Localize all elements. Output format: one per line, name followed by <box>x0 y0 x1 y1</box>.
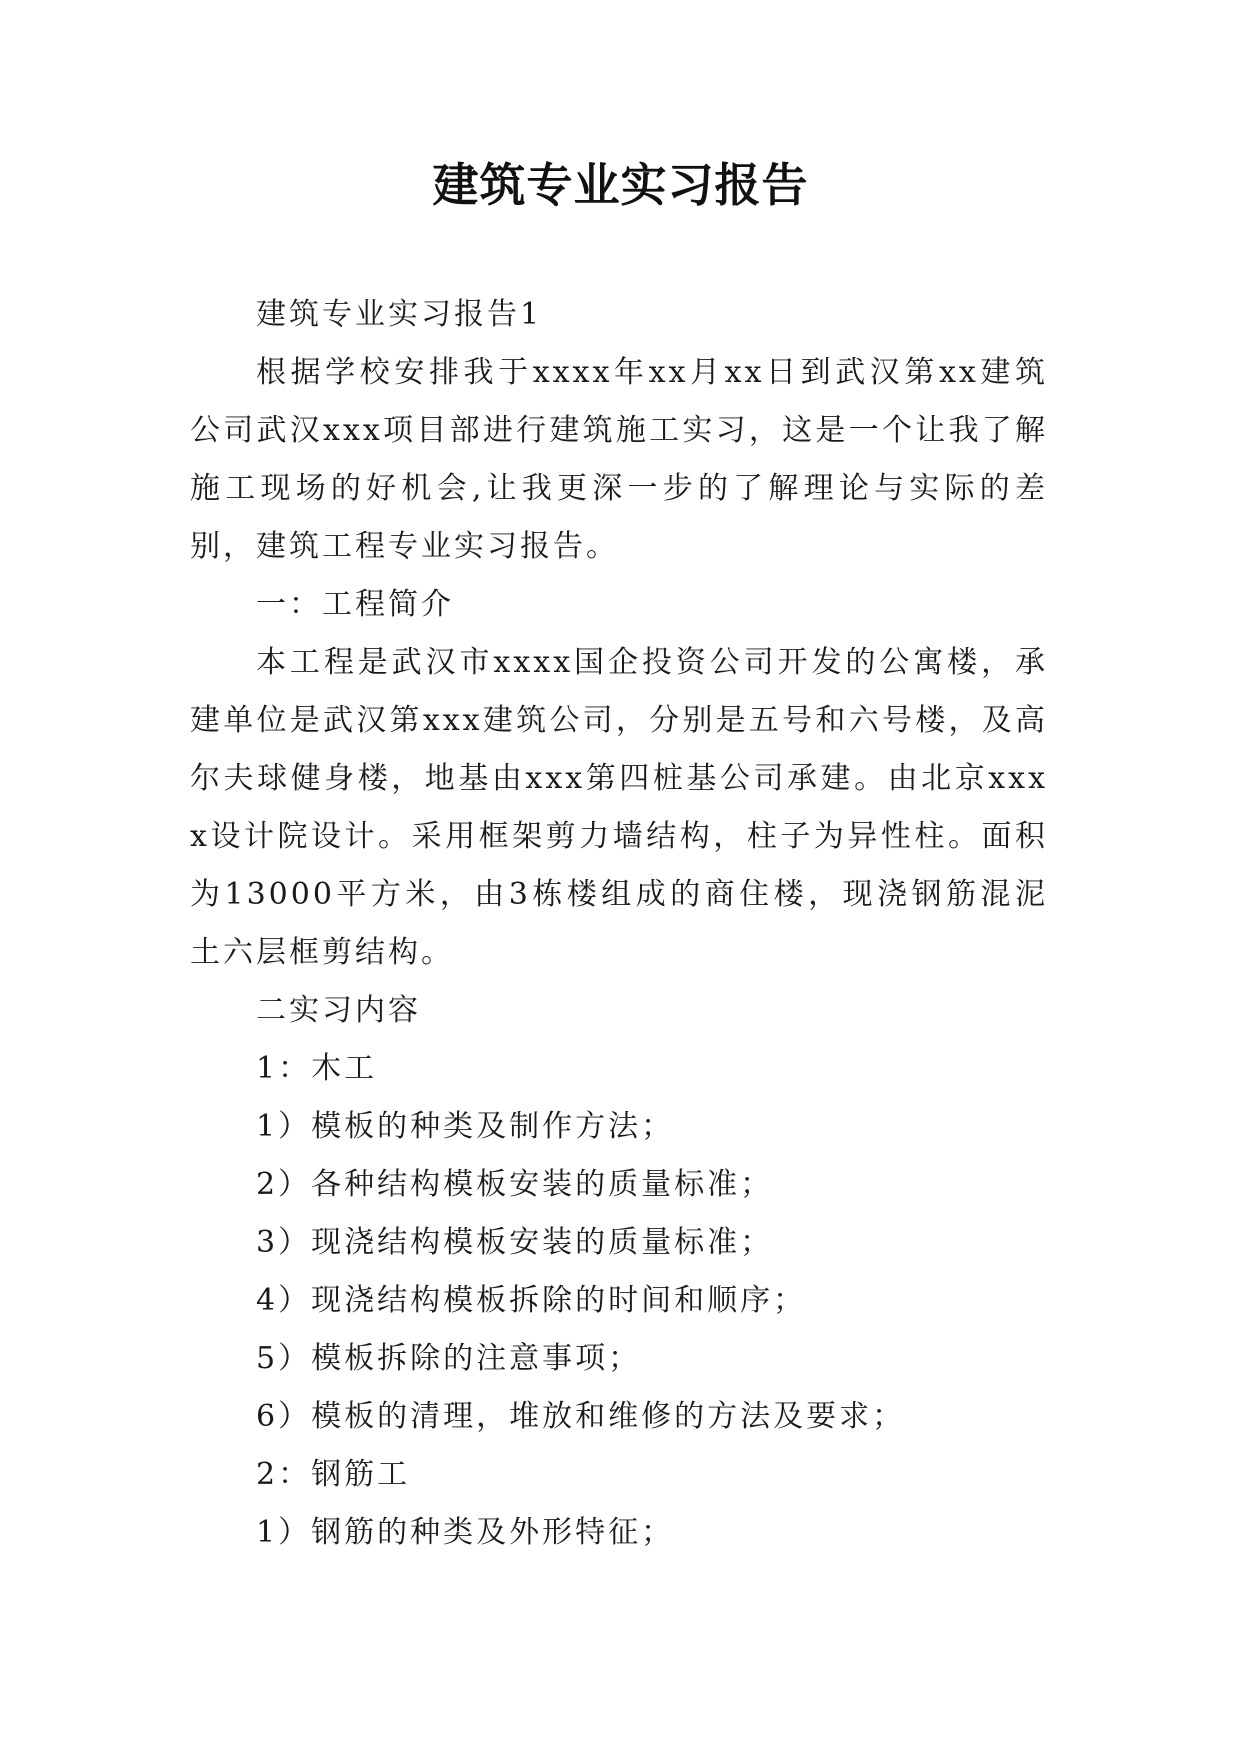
document-body <box>190 286 1048 1562</box>
list-item: 6）模板的清理，堆放和维修的方法及要求； <box>256 1399 906 1434</box>
list-item: 4）现浇结构模板拆除的时间和顺序； <box>256 1283 807 1318</box>
section-heading-project-overview: 一：工程简介 <box>256 587 454 622</box>
subsection-heading-carpentry: 1：木工 <box>256 1051 378 1086</box>
report-subtitle: 建筑专业实习报告1 <box>256 297 543 332</box>
document-title: 建筑专业实习报告 <box>432 158 809 212</box>
list-item: 1）钢筋的种类及外形特征； <box>256 1515 675 1550</box>
project-overview-paragraph: 本工程是武汉市xxxx国企投资公司开发的公寓楼，承建单位是武汉第xxx建筑公司，分别是五号和六号楼，及高尔夫球健身楼，地基由xxx第四桩基公司承建。由北京xxxx设计院设计。采用框架剪力墙结构，柱子为异性柱。面积为13000平方米，由3栋楼组成的商住楼，现浇钢筋混泥土六层框剪结构。 <box>190 645 1048 970</box>
intro-paragraph: 根据学校安排我于xxxx年xx月xx日到武汉第xx建筑公司武汉xxx项目部进行建筑施工实习，这是一个让我了解施工现场的好机会,让我更深一步的了解理论与实际的差别，建筑工程专业实习报告。 <box>190 355 1048 564</box>
list-item: 3）现浇结构模板安装的质量标准； <box>256 1225 774 1260</box>
list-item: 2）各种结构模板安装的质量标准； <box>256 1167 774 1202</box>
subsection-heading-rebar-work: 2：钢筋工 <box>256 1457 411 1492</box>
section-heading-internship-content: 二实习内容 <box>256 993 421 1028</box>
list-item: 1）模板的种类及制作方法； <box>256 1109 675 1144</box>
list-item: 5）模板拆除的注意事项； <box>256 1341 642 1376</box>
